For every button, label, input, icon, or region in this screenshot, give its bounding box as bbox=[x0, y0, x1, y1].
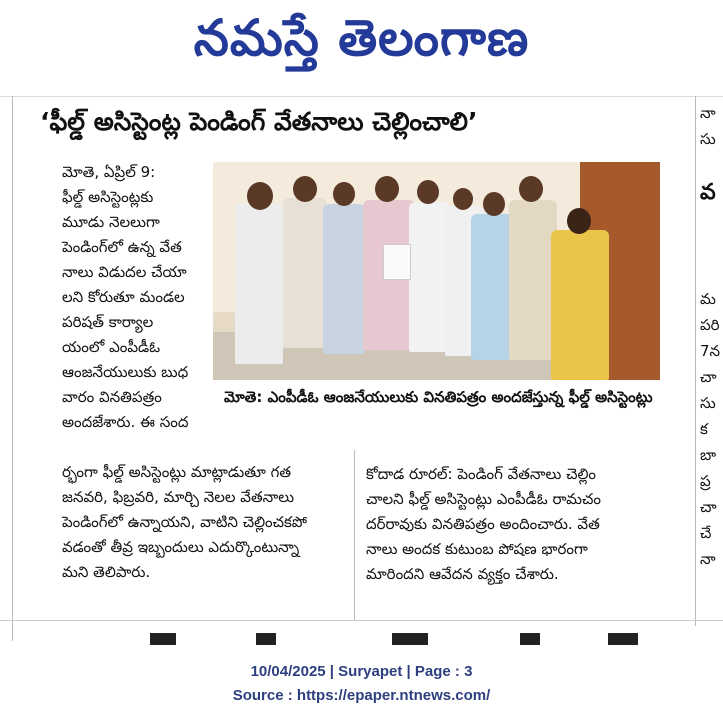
body-line: పెండింగ్‌లో ఉన్న వేత bbox=[62, 238, 182, 256]
person-figure bbox=[409, 202, 449, 352]
cropped-glyph bbox=[392, 633, 428, 645]
person-head bbox=[567, 208, 591, 234]
body-line: ర్భంగా ఫీల్డ్ అసిస్టెంట్లు మాట్లాడుతూ గత bbox=[62, 463, 292, 481]
body-line: మని తెలిపారు. bbox=[62, 563, 151, 581]
person-head bbox=[483, 192, 505, 216]
fragment-line: చా bbox=[700, 368, 717, 386]
body-line: చాలని ఫీల్డ్ అసిస్టెంట్లు ఎంపీడీఓ రామచం bbox=[366, 490, 601, 508]
dateline: మోతె, ఏప్రిల్ 9: bbox=[62, 163, 156, 181]
fragment-line: పరి bbox=[700, 316, 720, 334]
article-headline: ‘ఫీల్డ్ అసిస్టెంట్ల పెండింగ్ వేతనాలు చెల్లించాలి’ bbox=[40, 107, 478, 136]
photo-caption: మోతె: ఎంపీడీఓ ఆంజనేయులుకు వినతిపత్రం అందజేస్తున్న ఫీల్డ్ అసిస్టెంట్లు bbox=[224, 388, 653, 406]
cropped-glyph bbox=[520, 633, 540, 645]
person-figure bbox=[323, 204, 365, 354]
body-line: యంలో ఎంపీడీఓ bbox=[62, 338, 161, 356]
fragment-line: క bbox=[700, 420, 708, 438]
body-line: ఫీల్డ్ అసిస్టెంట్లకు bbox=[62, 188, 154, 206]
fragment-line: చే bbox=[700, 524, 712, 542]
person-figure bbox=[551, 230, 609, 380]
fragment-line bbox=[700, 208, 723, 234]
fragment-line: వ bbox=[700, 180, 716, 205]
fragment-line bbox=[700, 260, 723, 286]
body-line: మూడు నెలలుగా bbox=[62, 213, 160, 231]
body-line: జనవరి, ఫిబ్రవరి, మార్చి నెలల వేతనాలు bbox=[62, 488, 295, 506]
person-figure bbox=[283, 198, 327, 348]
fragment-line: బా bbox=[700, 446, 717, 464]
person-figure bbox=[509, 200, 557, 360]
body-line: నాలు విడుదల చేయా bbox=[62, 263, 187, 281]
fragment-line: సు bbox=[700, 130, 716, 148]
fragment-line: నా bbox=[700, 550, 716, 568]
fragment-line: సు bbox=[700, 394, 716, 412]
person-head bbox=[247, 182, 273, 210]
body-line: వడంతో తీవ్ర ఇబ్బందులు ఎదుర్కొంటున్నా bbox=[62, 538, 300, 556]
body-line: ఆంజనేయులుకు బుధ bbox=[62, 363, 189, 381]
fragment-line: ప్ర bbox=[700, 472, 711, 490]
body-line: వారం వినతిపత్రం bbox=[62, 388, 162, 406]
footer-source: Source : https://epaper.ntnews.com/ bbox=[232, 687, 491, 704]
person-head bbox=[293, 176, 317, 202]
fragment-line: మ bbox=[700, 290, 716, 308]
cropped-glyph bbox=[256, 633, 276, 645]
top-divider bbox=[0, 96, 723, 97]
fragment-line: 7న bbox=[700, 342, 721, 360]
masthead bbox=[0, 0, 723, 80]
cropped-glyph bbox=[150, 633, 176, 645]
person-head bbox=[417, 180, 439, 204]
fragment-line bbox=[700, 234, 723, 260]
body-line: పెండింగ్‌లో ఉన్నాయని, వాటిని చెల్లించకపో bbox=[62, 513, 308, 531]
fragment-line: నా bbox=[700, 104, 716, 122]
fragment-line: చా bbox=[700, 498, 717, 516]
body-line: మారిందని ఆవేదన వ్యక్తం చేశారు. bbox=[366, 565, 559, 583]
person-head bbox=[519, 176, 543, 202]
column-divider-right bbox=[695, 96, 696, 626]
body-line: పరిషత్ కార్యాల bbox=[62, 313, 154, 331]
person-head bbox=[453, 188, 473, 210]
column-divider-middle bbox=[354, 450, 355, 620]
article-left-column bbox=[62, 160, 210, 435]
article-left-continuation bbox=[62, 460, 342, 585]
news-photo bbox=[213, 162, 660, 380]
newspaper-logo: నమస్తే తెలంగాణ bbox=[193, 8, 530, 67]
body-line: కోదాడ రూరల్: పెండింగ్ వేతనాలు చెల్లిం bbox=[366, 465, 596, 483]
fragment-line bbox=[700, 152, 723, 178]
petition-paper bbox=[383, 244, 411, 280]
person-head bbox=[375, 176, 399, 202]
cropped-glyph bbox=[608, 633, 638, 645]
page-footer bbox=[0, 660, 723, 708]
body-line: లని కోరుతూ మండల bbox=[62, 288, 185, 306]
person-head bbox=[333, 182, 355, 206]
footer-date-edition: 10/04/2025 | Suryapet | Page : 3 bbox=[250, 663, 473, 680]
body-line: దర్‌రావుకు వినతిపత్రం అందించారు. వేత bbox=[366, 515, 600, 533]
person-figure bbox=[235, 204, 283, 364]
body-line: అందజేశారు. ఈ సంద bbox=[62, 413, 189, 431]
next-article-cropped bbox=[0, 621, 723, 645]
body-line: నాలు అందక కుటుంబ పోషణ భారంగా bbox=[366, 540, 588, 558]
article-right-column bbox=[366, 462, 666, 587]
left-border bbox=[12, 96, 13, 641]
adjacent-article-fragment bbox=[700, 100, 723, 572]
